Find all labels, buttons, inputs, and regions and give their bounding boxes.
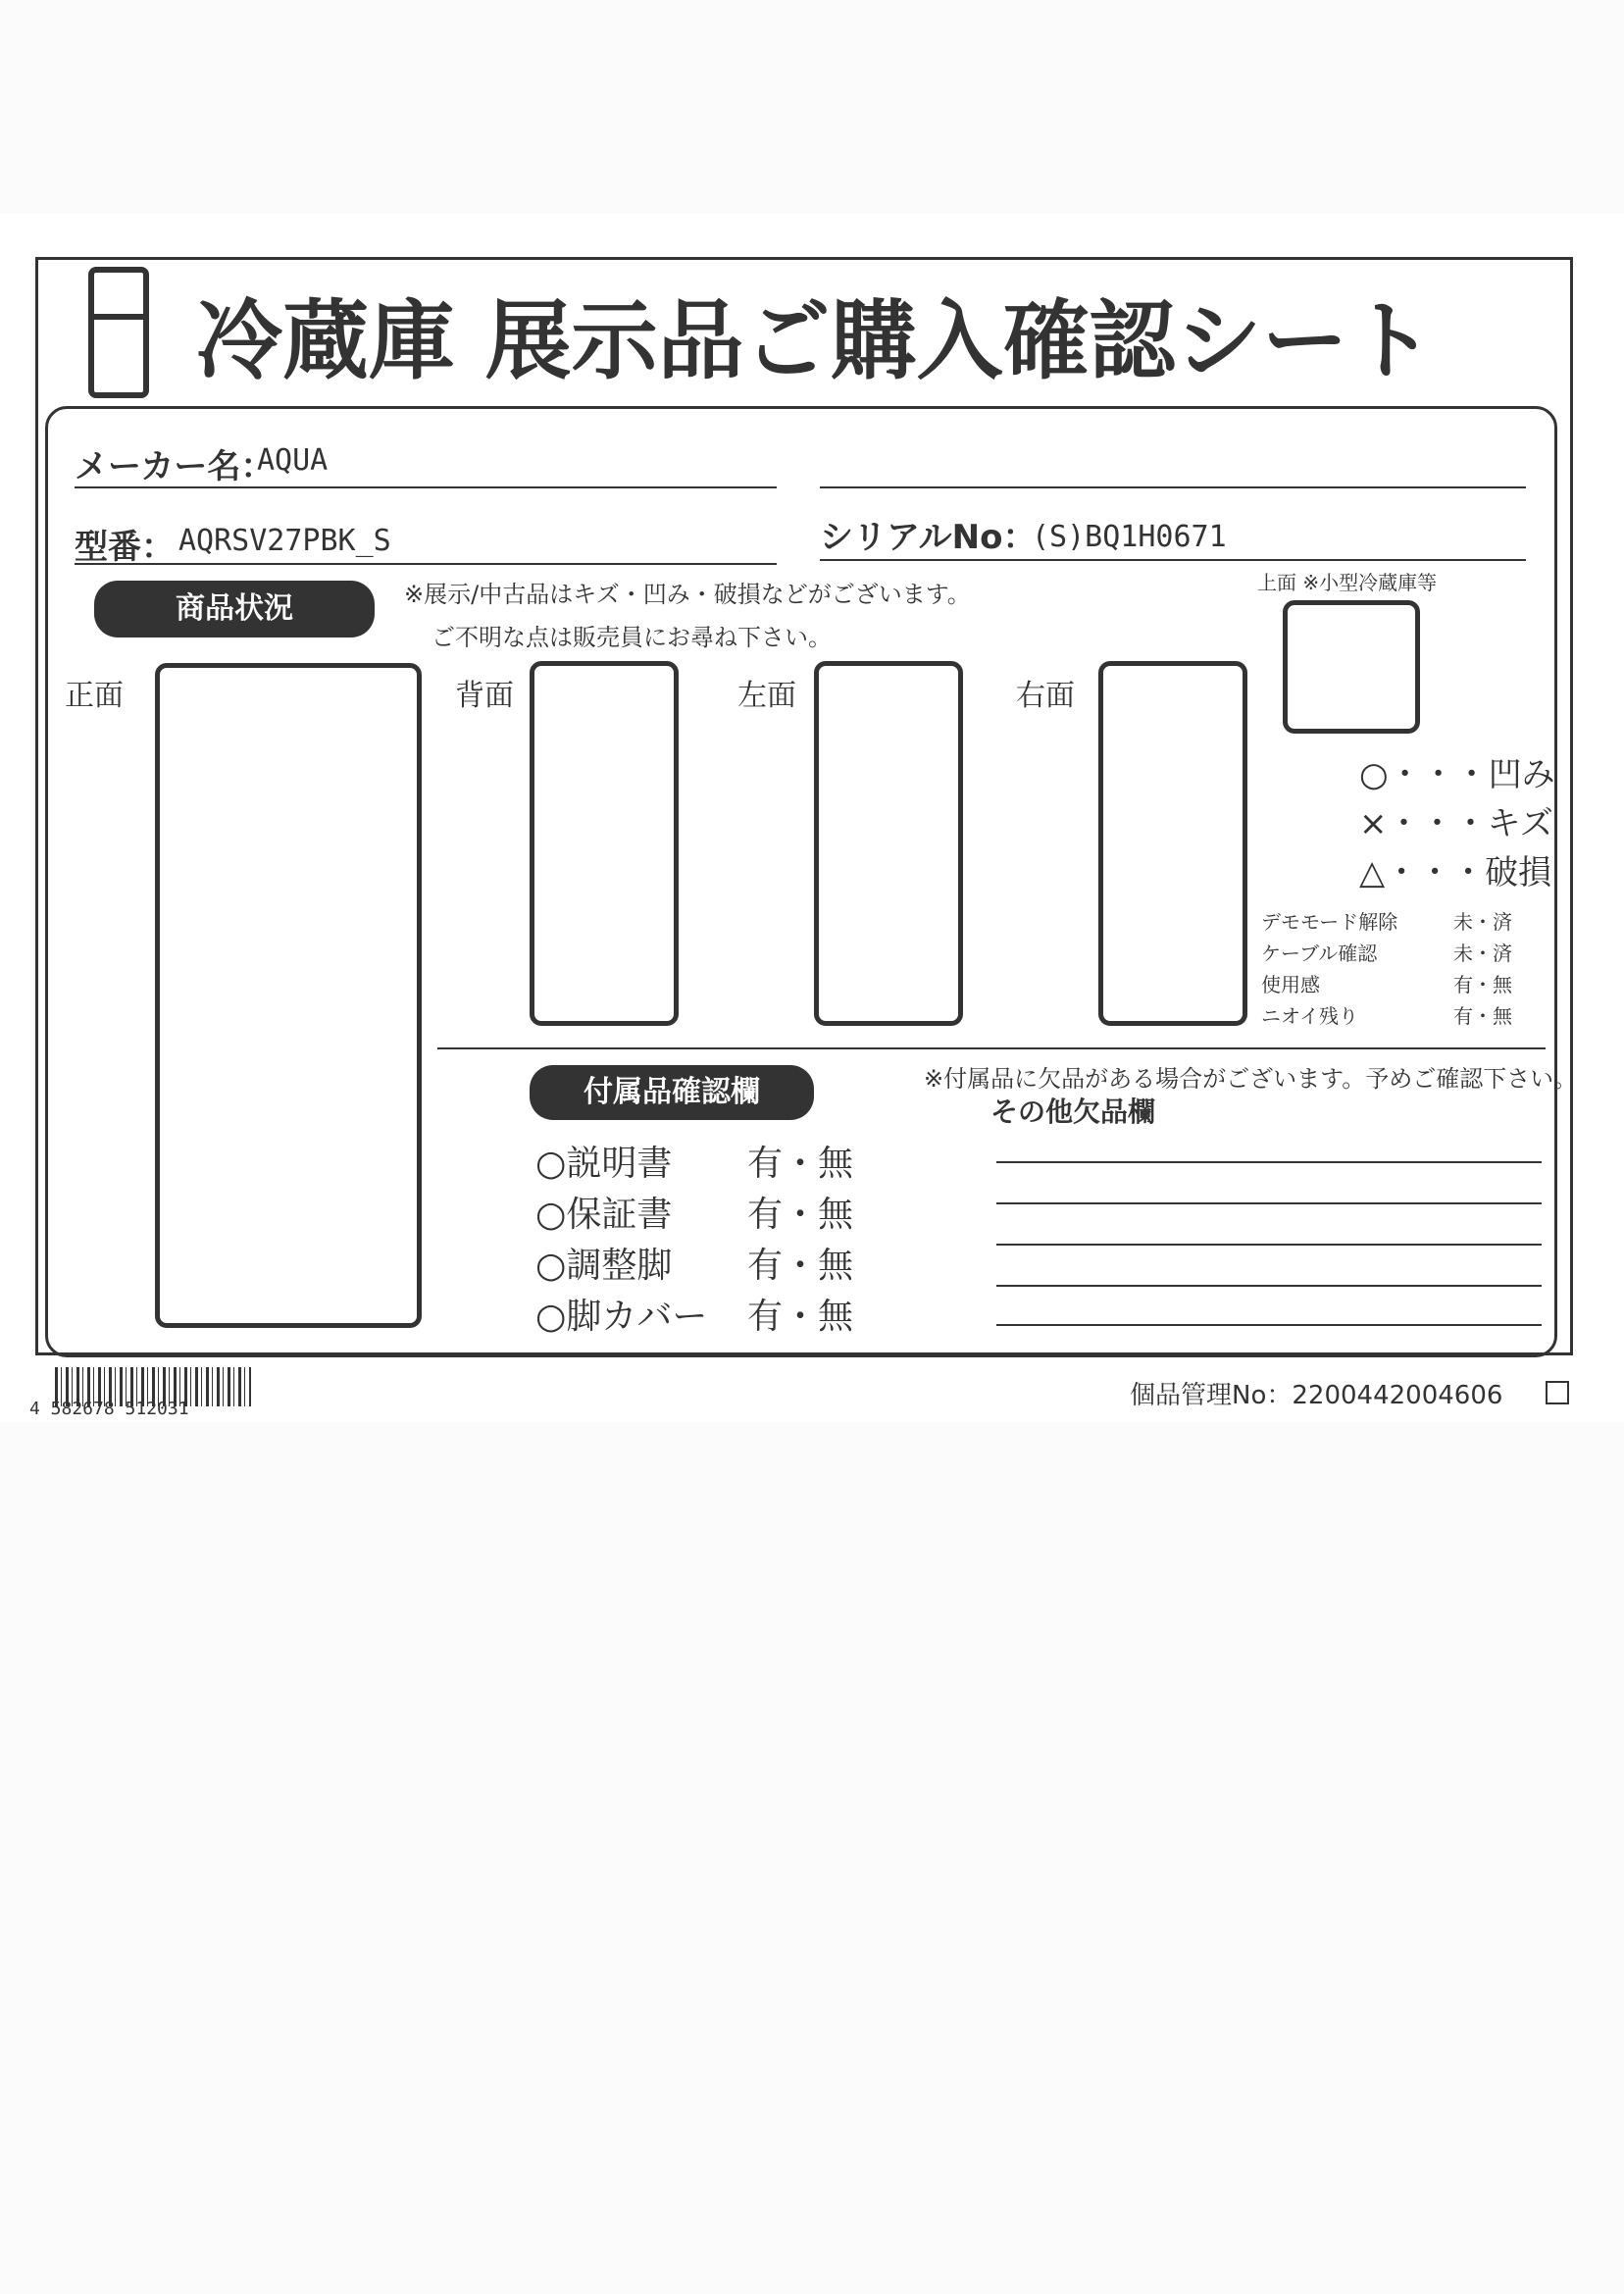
maker-label: メーカー名：	[75, 447, 275, 486]
right-panel	[1098, 661, 1247, 1026]
serial-underline	[820, 559, 1526, 561]
accessory-value: 有・無	[747, 1144, 854, 1184]
maker-value: AQUA	[257, 443, 329, 478]
accessory-value: 有・無	[747, 1297, 854, 1337]
barcode-number: 4 582678 512031	[29, 1399, 189, 1419]
write-line	[996, 1285, 1542, 1287]
model-label: 型番：	[75, 528, 175, 567]
back-label: 背面	[455, 679, 514, 713]
legend-damage: ・・・破損	[1385, 853, 1552, 892]
accessory-name: ○調整脚	[535, 1246, 673, 1286]
accessory-name: ○説明書	[535, 1144, 673, 1184]
left-label: 左面	[737, 679, 796, 713]
serial-label: シリアルNo：	[820, 518, 1037, 557]
check-value: 有・無	[1453, 1004, 1512, 1028]
condition-note-1: ※展示/中古品はキズ・凹み・破損などがございます。	[404, 581, 971, 608]
write-line	[996, 1324, 1542, 1326]
management-checkbox[interactable]	[1546, 1381, 1569, 1404]
condition-heading: 商品状況	[94, 581, 375, 637]
legend-scratch: ・・・キズ	[1387, 804, 1553, 843]
legend-dent: ・・・凹み	[1388, 755, 1555, 794]
blank-underline	[820, 486, 1526, 488]
front-panel	[155, 663, 422, 1328]
check-label: 使用感	[1261, 973, 1320, 996]
refrigerator-icon	[88, 267, 149, 398]
management-label: 個品管理No：	[1130, 1381, 1293, 1410]
check-label: ニオイ残り	[1261, 1004, 1358, 1028]
check-value: 未・済	[1453, 910, 1512, 934]
accessory-name: ○脚カバー	[535, 1297, 708, 1337]
triangle-icon: △	[1359, 853, 1386, 892]
back-panel	[530, 661, 679, 1026]
write-line	[996, 1161, 1542, 1163]
check-value: 有・無	[1453, 973, 1512, 996]
right-label: 右面	[1016, 679, 1075, 713]
circle-icon: ○	[1359, 755, 1389, 794]
check-value: 未・済	[1453, 942, 1512, 965]
accessories-note: ※付属品に欠品がある場合がございます。予めご確認下さい。	[924, 1065, 1578, 1093]
top-label: 上面 ※小型冷蔵庫等	[1257, 571, 1438, 594]
accessories-heading: 付属品確認欄	[530, 1065, 814, 1120]
missing-heading: その他欠品欄	[990, 1096, 1156, 1128]
left-panel	[814, 661, 963, 1026]
management-value: 2200442004606	[1292, 1381, 1503, 1410]
serial-value: (S)BQ1H0671	[1032, 520, 1227, 554]
accessory-value: 有・無	[747, 1195, 854, 1235]
cross-icon: ×	[1359, 804, 1388, 843]
write-line	[996, 1202, 1542, 1204]
write-line	[996, 1244, 1542, 1246]
check-label: ケーブル確認	[1261, 942, 1378, 965]
top-panel	[1283, 600, 1420, 734]
front-label: 正面	[65, 679, 124, 713]
condition-note-2: ご不明な点は販売員にお尋ね下さい。	[431, 624, 832, 651]
model-value: AQRSV27PBK_S	[178, 524, 391, 558]
accessory-name: ○保証書	[535, 1195, 673, 1235]
page-title: 冷蔵庫 展示品ご購入確認シート	[196, 290, 1435, 391]
model-underline	[75, 563, 777, 565]
accessory-value: 有・無	[747, 1246, 854, 1286]
management-number	[1130, 1375, 1502, 1411]
section-divider	[437, 1047, 1546, 1049]
maker-underline	[75, 486, 777, 488]
check-label: デモモード解除	[1261, 910, 1398, 934]
